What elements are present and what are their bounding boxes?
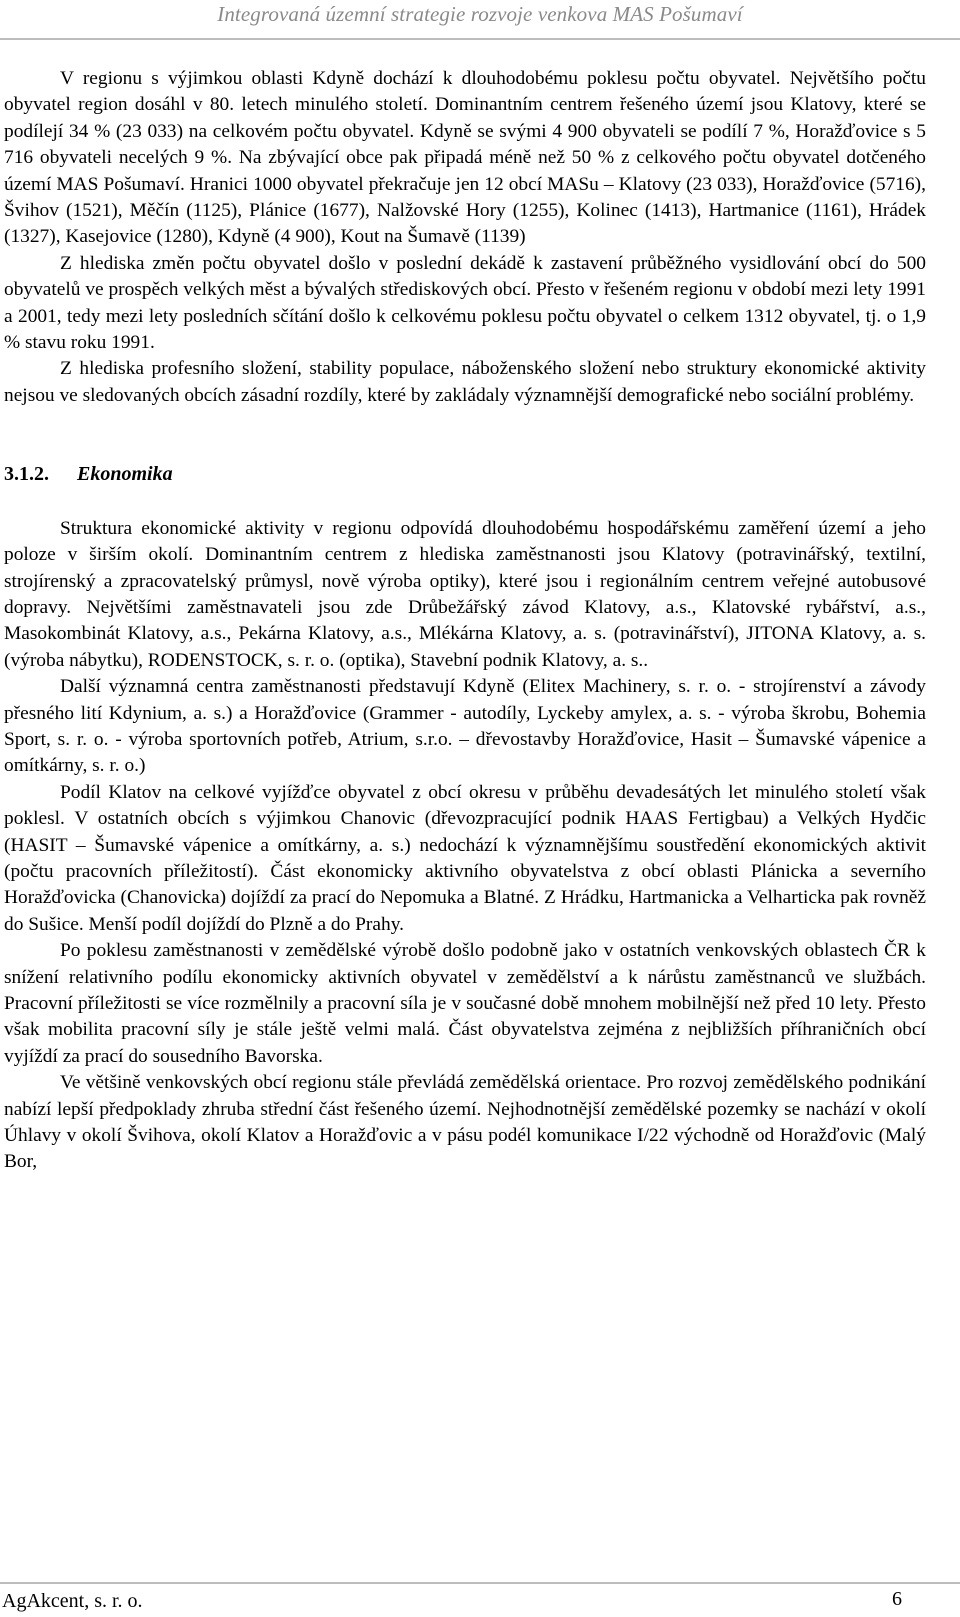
section-title: Ekonomika [77, 463, 173, 486]
paragraph-population-decline: V regionu s výjimkou oblasti Kdyně dochází k dlouhodobému poklesu počtu obyvatel. Největšího počtu obyvatel region dosáhl v 80. letech minulého století. Dominantním centrem řešeného území jsou Klatovy, které se podílejí 34 % (23 033) na celkovém počtu obyvatel. Kdyně se svými 4 900 obyvateli se podílí 7 %, Horažďovice s 5 716 obyvateli necelých 9 %. Na zbývající obce pak připadá méně než 50 % z celkového počtu obyvatel dotčeného území MAS Pošumaví. Hranici 1000 obyvatel překračuje jen 12 obcí MASu – Klatovy (23 033), Horažďovice (5716), Švihov (1521), Měčín (1125), Plánice (1677), Nalžovské Hory (1255), Kolinec (1413), Hartmanice (1161), Hrádek (1327), Kasejovice (1280), Kdyně (4 900), Kout na Šumavě (1139) [4, 68, 926, 248]
section-number: 3.1.2. [4, 463, 49, 486]
page-body [4, 66, 926, 1176]
paragraph-economic-structure: Struktura ekonomické aktivity v regionu odpovídá dlouhodobému hospodářskému zaměření území a jeho poloze v širším okolí. Dominantním centrem z hlediska zaměstnanosti jsou Klatovy (potravinářský, textilní, strojírenský a zpracovatelský průmysl, nově výroba optiky), které jsou i regionálním centrem veřejné autobusové dopravy. Největšími zaměstnavateli jsou zde Drůbežářský závod Klatovy, a.s., Klatovské rybářství, a.s., Masokombinát Klatovy, a.s., Pekárna Klatovy, a.s., Mlékárna Klatovy, a. s. (potravinářství), JITONA Klatovy, a. s. (výroba nábytku), RODENSTOCK, s. r. o. (optika), Stavební podnik Klatovy, a. s.. [4, 517, 926, 671]
paragraph-employment-centres: Další významná centra zaměstnanosti představují Kdyně (Elitex Machinery, s. r. o. - strojírenství a závody přesného lití Kdynium, a. s.) a Horažďovice (Grammer - autodíly, Lyckeby amylex, a. s. - výroba škrobu, Bohemia Sport, s. r. o. - výroba sportovních potřeb, Atrium, s.r.o. – dřevostavby Horažďovice, Hasit – Šumavské vápenice a omítkárny, s. r. o.) [4, 676, 926, 777]
header-rule [0, 38, 960, 40]
paragraph-agricultural-orientation: Ve většině venkovských obcí regionu stále převládá zemědělská orientace. Pro rozvoj zemědělského podnikání nabízí lepší předpoklady zhruba střední část řešeného území. Nejhodnotnější zemědělské pozemky se nachází v okolí Úhlavy v okolí Švihova, okolí Klatov a Horažďovic a v pásu podél komunikace I/22 východně od Horažďovic (Malý Bor, [4, 1072, 926, 1173]
paragraph-population-change: Z hlediska změn počtu obyvatel došlo v poslední dekádě k zastavení průběžného vysidlování obcí do 500 obyvatelů ve prospěch velkých měst a bývalých střediskových obcí. Přesto v řešeném regionu v období mezi lety 1991 a 2001, tedy mezi lety posledních sčítání došlo k celkovému poklesu počtu obyvatel o celkem 1312 obyvatel, tj. o 1,9 % stavu roku 1991. [4, 252, 926, 354]
paragraph-commuting: Podíl Klatov na celkové vyjížďce obyvatel z obcí okresu v průběhu devadesátých let minulého století však poklesl. V ostatních obcích s výjimkou Chanovic (dřevozpracující podnik HAAS Fertigbau) a Velkých Hydčic (HASIT – Šumavské vápenice a omítkárny, a. s.) nedochází k významnějšímu soustředění ekonomických aktivit (počtu pracovních příležitostí). Část ekonomicky aktivního obyvatelstva z obcí oblasti Plánicka a severního Horažďovicka (Chanovicka) dojíždí za prací do Nepomuka a Blatné. Z Hrádku, Hartmanicka a Velharticka pak rovněž do Sušice. Menší podíl dojíždí do Plzně a do Prahy. [4, 781, 926, 935]
footer-rule [0, 1582, 960, 1584]
running-header: Integrovaná územní strategie rozvoje venkova MAS Pošumaví [217, 2, 743, 26]
footer-company: AgAkcent, s. r. o. [2, 1590, 143, 1612]
paragraph-agriculture-employment: Po poklesu zaměstnanosti v zemědělské výrobě došlo podobně jako v ostatních venkovských oblastech ČR k snížení relativního podílu ekonomicky aktivních obyvatel v zemědělství a k nárůstu zaměstnanců ve službách. Pracovní příležitosti se více rozmělnily a pracovní síla je v současné době mnohem mobilnější než před 10 lety. Přesto však mobilita pracovní síly je stále ještě velmi malá. Část obyvatelstva zejména z nejbližších příhraničních obcí vyjíždí za prací do sousedního Bavorska. [4, 940, 926, 1067]
section-heading [4, 461, 926, 487]
paragraph-demographic-structure: Z hlediska profesního složení, stability populace, náboženského složení nebo struktury ekonomické aktivity nejsou ve sledovaných obcích zásadní rozdíly, které by zakládaly významnější demografické nebo sociální problémy. [4, 358, 926, 406]
page-number: 6 [892, 1588, 902, 1610]
